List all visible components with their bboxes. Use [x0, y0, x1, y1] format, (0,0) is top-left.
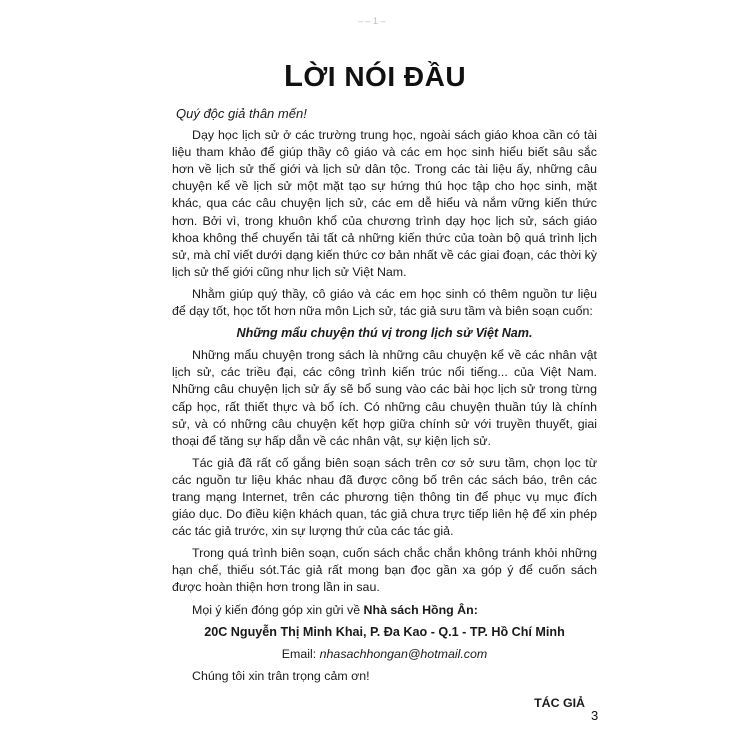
- contact-intro: Mọi ý kiến đóng góp xin gửi về: [192, 602, 364, 617]
- publisher-name: Nhà sách Hồng Ân:: [363, 602, 478, 617]
- paragraph-2: Nhằm giúp quý thầy, cô giáo và các em học sinh có thêm nguồn tư liệu để dạy tốt, học tốt hơn nữa môn Lịch sử, tác giả sưu tầm và biên soạn cuốn:: [172, 286, 597, 319]
- book-title: Những mẩu chuyện thú vị trong lịch sử Việt Nam.: [236, 326, 533, 341]
- title-first-letter: L: [283, 58, 304, 93]
- email-address: nhasachhongan@hotmail.com: [319, 646, 488, 661]
- paragraph-5: Trong quá trình biên soạn, cuốn sách chắc chắn không tránh khỏi những hạn chế, thiếu sót.Tác giả rất mong bạn đọc gần xa góp ý để cuốn sách được hoàn thiện hơn trong lần in sau.: [172, 546, 597, 595]
- greeting: Quý độc giả thân mến!: [176, 106, 307, 121]
- publisher-address: 20C Nguyễn Thị Minh Khai, P. Đa Kao - Q.1 - TP. Hồ Chí Minh: [204, 624, 565, 639]
- paragraph-4: Tác giả đã rất cố gắng biên soạn sách trên cơ sở sưu tầm, chọn lọc từ các nguồn tư liệu khác nhau đã được công bố trên các sách báo, trên các trang mạng Internet, trên các phương tiện thông tin để phục vụ mục đích giáo dục. Do điều kiện khách quan, tác giả chưa trực tiếp liên hệ để xin phép các tác giả trước, xin sự lượng thứ của các tác giả.: [172, 455, 597, 539]
- thanks-line: Chúng tôi xin trân trọng cảm ơn!: [192, 668, 370, 683]
- body-text: [172, 105, 597, 712]
- page-number: 3: [591, 708, 599, 723]
- title-rest: ỜI NÓI ĐẦU: [303, 61, 467, 92]
- email-line: [172, 646, 597, 663]
- email-label: Email:: [281, 646, 320, 661]
- paragraph-3: Những mẩu chuyện trong sách là những câu chuyện kể về các nhân vật lịch sử, các triều đại, các công trình kiến trúc nổi tiếng... của Việt Nam. Những câu chuyện lịch sử ấy sẽ bổ sung vào các bài học lịch sử trong từng cấp học, rất thiết thực và bổ ích. Có những câu chuyện thuần túy là chính sử, và có những câu chuyện kết hợp giữa chính sử với truyền thuyết, giai thoại để tăng sự hấp dẫn về các nhân vật, sự kiện lịch sử.: [172, 348, 597, 448]
- author-signature: TÁC GIẢ: [534, 695, 585, 710]
- paragraph-1: Dạy học lịch sử ở các trường trung học, ngoài sách giáo khoa cần có tài liệu tham khảo để giúp thầy cô giáo và các em học sinh hiểu biết sâu sắc hơn về lịch sử thế giới và lịch sử dân tộc. Trong các tài liệu ấy, những câu chuyện kể về lịch sử một mặt tạo sự hứng thú học tập cho học sinh, mặt khác, qua các câu chuyện lịch sử, các em dễ hiểu và nắm vững kiến thức hơn. Bởi vì, trong khuôn khổ của chương trình dạy học lịch sử, sách giáo khoa không thể chuyển tải tất cả những kiến thức của toàn bộ quá trình lịch sử, mà chỉ viết dưới dạng kiến thức cơ bản nhất về các giai đoạn, các thời kỳ lịch sử thế giới cũng như lịch sử Việt Nam.: [172, 128, 597, 279]
- header-mark: – – 1 –: [358, 16, 386, 26]
- page-title: [0, 58, 750, 94]
- contact-intro-line: [172, 602, 597, 619]
